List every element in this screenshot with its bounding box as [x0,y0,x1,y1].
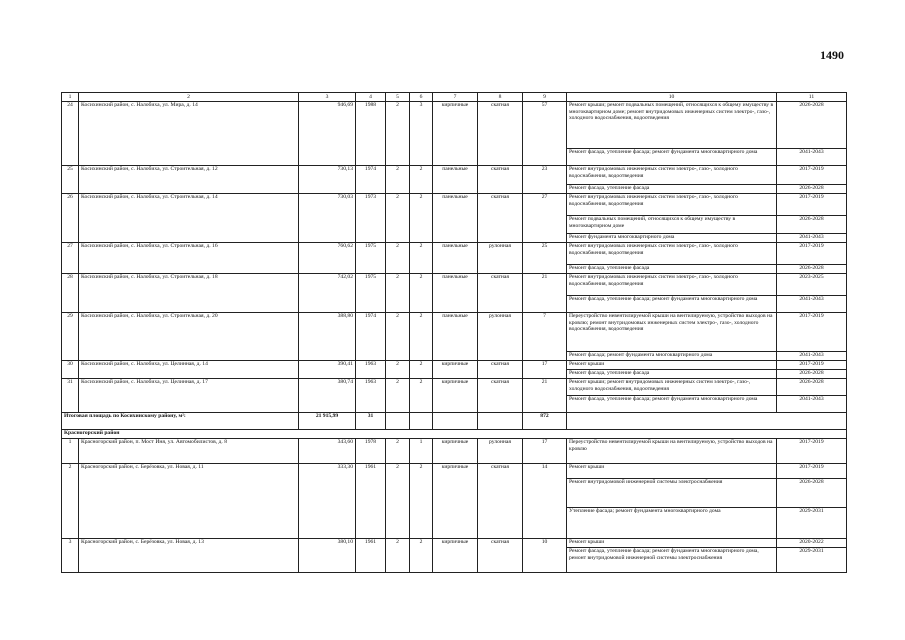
area-cell: 760,62 [299,243,356,274]
address-cell: Косихинский район, с. Налобиха, ул. Строительная, д. 18 [79,274,299,313]
column-number: 7 [433,93,478,102]
empty-cell [386,413,410,430]
total-row [62,413,847,430]
floors-cell: 2 [386,166,410,194]
wall-material-cell: панельные [433,313,478,361]
roof-type-cell: скатная [478,464,523,539]
table-row [62,243,847,265]
empty-cell [567,413,847,430]
work-period-cell: 2041-2043 [777,296,847,313]
work-period-cell: 2026-2028 [777,370,847,379]
row-number: 26 [62,194,79,243]
area-cell: 380,74 [299,379,356,413]
page-number: 1490 [820,48,844,62]
entrances-cell: 2 [410,166,433,194]
work-period-cell: 2017-2019 [777,243,847,265]
column-number-row [62,93,847,102]
residents-cell: 17 [523,361,567,379]
floors-cell: 2 [386,274,410,313]
entrances-cell: 2 [410,539,433,573]
empty-cell [410,413,433,430]
work-period-cell: 2041-2043 [777,352,847,361]
residents-cell: 17 [523,439,567,464]
year-cell: 1974 [356,166,386,194]
total-residents: 872 [523,413,567,430]
floors-cell: 2 [386,243,410,274]
work-period-cell: 2026-2028 [777,379,847,396]
floors-cell: 2 [386,464,410,539]
area-cell: 730,13 [299,166,356,194]
row-number: 2 [62,464,79,539]
work-period-cell: 2026-2028 [777,185,847,194]
residents-cell: 14 [523,464,567,539]
table-row [62,166,847,185]
wall-material-cell: кирпичные [433,539,478,573]
year-cell: 1963 [356,361,386,379]
work-description-cell: Ремонт фасада, утепление фасада [567,370,777,379]
roof-type-cell: скатная [478,379,523,413]
region-title: Красногорский район [62,430,847,439]
area-cell: 742,02 [299,274,356,313]
row-number: 25 [62,166,79,194]
roof-type-cell: скатная [478,194,523,243]
year-cell: 1961 [356,539,386,573]
work-period-cell: 2017-2019 [777,361,847,370]
area-cell: 946,69 [299,102,356,166]
work-period-cell: 2023-2025 [777,274,847,296]
address-cell: Косихинский район, с. Налобиха, ул. Строительная, д. 12 [79,166,299,194]
work-period-cell: 2017-2019 [777,464,847,479]
address-cell: Косихинский район, с. Налобиха, ул. Строительная, д. 14 [79,194,299,243]
year-cell: 1978 [356,439,386,464]
area-cell: 343,60 [299,439,356,464]
work-description-cell: Ремонт крыши; ремонт внутридомовых инженерных систем электро-, газо-, холодного водоснабжения, водоотведения [567,379,777,396]
work-description-cell: Ремонт фасада, утепление фасада [567,185,777,194]
work-description-cell: Ремонт фасада, утепление фасада; ремонт фундамента многоквартирного дома, ремонт внутридомовой инженерной системы электроснабжения [567,548,777,573]
address-cell: Косихинский район, с. Налобиха, ул. Целинная, д. 17 [79,379,299,413]
column-number: 3 [299,93,356,102]
roof-type-cell: рулонная [478,313,523,361]
wall-material-cell: кирпичные [433,361,478,379]
work-period-cell: 2026-2028 [777,102,847,149]
year-cell: 1963 [356,379,386,413]
residents-cell: 7 [523,313,567,361]
floors-cell: 2 [386,539,410,573]
housing-repair-table [61,92,847,573]
row-number: 1 [62,439,79,464]
address-cell: Косихинский район, с. Налобиха, ул. Строительная, д. 20 [79,313,299,361]
table-row [62,464,847,479]
year-cell: 1975 [356,243,386,274]
year-cell: 1973 [356,194,386,243]
address-cell: Красногорский район, п. Мост Иня, ул. Автомобилистов, д. 8 [79,439,299,464]
wall-material-cell: кирпичные [433,439,478,464]
row-number: 24 [62,102,79,166]
work-period-cell: 2029-2031 [777,508,847,539]
table-row [62,102,847,149]
column-number: 6 [410,93,433,102]
work-description-cell: Ремонт фасада; ремонт фундамента многоквартирного дома [567,352,777,361]
table-row [62,539,847,548]
column-number: 2 [79,93,299,102]
address-cell: Красногорский район, с. Берёзовка, ул. Новая, д. 13 [79,539,299,573]
roof-type-cell: скатная [478,102,523,166]
floors-cell: 2 [386,194,410,243]
work-period-cell: 2017-2019 [777,166,847,185]
residents-cell: 57 [523,102,567,166]
residents-cell: 27 [523,194,567,243]
row-number: 28 [62,274,79,313]
residents-cell: 25 [523,243,567,274]
column-number: 1 [62,93,79,102]
entrances-cell: 2 [410,313,433,361]
address-cell: Красногорский район, с. Берёзовка, ул. Новая, д. 11 [79,464,299,539]
residents-cell: 10 [523,539,567,573]
work-description-cell: Ремонт фасада, утепление фасада; ремонт фундамента многоквартирного дома [567,296,777,313]
total-label: Итоговая площадь по Косихинскому району, м²: [62,413,299,430]
floors-cell: 2 [386,361,410,379]
work-description-cell: Ремонт крыши [567,464,777,479]
entrances-cell: 3 [410,102,433,166]
work-description-cell: Ремонт крыши [567,539,777,548]
table-row [62,379,847,396]
work-period-cell: 2017-2019 [777,439,847,464]
table-row [62,361,847,370]
row-number: 27 [62,243,79,274]
column-number: 4 [356,93,386,102]
wall-material-cell: кирпичные [433,379,478,413]
area-cell: 380,10 [299,539,356,573]
entrances-cell: 2 [410,274,433,313]
roof-type-cell: скатная [478,274,523,313]
address-cell: Косихинский район, с. Налобиха, ул. Строительная, д. 16 [79,243,299,274]
floors-cell: 2 [386,379,410,413]
work-description-cell: Ремонт подвальных помещений, относящихся к общему имуществу в многоквартирном доме [567,216,777,234]
entrances-cell: 2 [410,379,433,413]
year-cell: 1988 [356,102,386,166]
work-period-cell: 2029-2031 [777,548,847,573]
work-description-cell: Ремонт фасада, утепление фасада; ремонт фундамента многоквартирного дома [567,149,777,166]
work-period-cell: 2026-2028 [777,216,847,234]
work-description-cell: Ремонт фасада, утепление фасада [567,265,777,274]
work-description-cell: Ремонт внутридомовых инженерных систем электро-, газо-, холодного водоснабжения, водоотведения [567,166,777,185]
year-cell: 1974 [356,313,386,361]
floors-cell: 2 [386,313,410,361]
floors-cell: 2 [386,102,410,166]
column-number: 8 [478,93,523,102]
row-number: 3 [62,539,79,573]
roof-type-cell: рулонная [478,439,523,464]
work-description-cell: Ремонт фундамента многоквартирного дома [567,234,777,243]
column-number: 5 [386,93,410,102]
wall-material-cell: панельные [433,194,478,243]
work-period-cell: 2026-2028 [777,265,847,274]
work-description-cell: Ремонт крыши [567,361,777,370]
entrances-cell: 2 [410,194,433,243]
roof-type-cell: скатная [478,539,523,573]
row-number: 30 [62,361,79,379]
residents-cell: 23 [523,166,567,194]
wall-material-cell: кирпичные [433,464,478,539]
empty-cell [433,413,478,430]
row-number: 29 [62,313,79,361]
wall-material-cell: панельные [433,243,478,274]
work-period-cell: 2041-2043 [777,396,847,413]
residents-cell: 21 [523,274,567,313]
year-cell: 1975 [356,274,386,313]
year-cell: 1961 [356,464,386,539]
address-cell: Косихинский район, с. Налобиха, ул. Целинная, д. 14 [79,361,299,379]
roof-type-cell: скатная [478,166,523,194]
row-number: 31 [62,379,79,413]
work-period-cell: 2017-2019 [777,313,847,352]
work-description-cell: Утепление фасада; ремонт фундамента многоквартирного дома [567,508,777,539]
floors-cell: 2 [386,439,410,464]
entrances-cell: 2 [410,243,433,274]
area-cell: 333,30 [299,464,356,539]
work-description-cell: Ремонт крыши; ремонт подвальных помещений, относящихся к общему имуществу в многоквартирном доме; ремонт внутридомовых инженерных систем электро-, газо-, холодного водоснабжения, водоотведения [567,102,777,149]
work-period-cell: 2026-2028 [777,479,847,508]
table-row [62,439,847,464]
wall-material-cell: панельные [433,166,478,194]
address-cell: Косихинский район, с. Налобиха, ул. Мира, д. 14 [79,102,299,166]
wall-material-cell: панельные [433,274,478,313]
entrances-cell: 2 [410,464,433,539]
work-period-cell: 2041-2043 [777,149,847,166]
empty-cell [478,413,523,430]
work-description-cell: Переустройство невентилируемой крыши на вентилируемую, устройство выходов на кровлю [567,439,777,464]
work-description-cell: Ремонт фасада, утепление фасада; ремонт фундамента многоквартирного дома [567,396,777,413]
column-number: 9 [523,93,567,102]
area-cell: 730,03 [299,194,356,243]
work-description-cell: Ремонт внутридомовых инженерных систем электро-, газо-, холодного водоснабжения, водоотведения [567,274,777,296]
work-description-cell: Переустройство невентилируемой крыши на вентилируемую, устройство выходов на кровлю; ремонт внутридомовых инженерных систем электро-, газо-, холодного водоснабжения, водоотведения [567,313,777,352]
work-period-cell: 2017-2019 [777,194,847,216]
work-description-cell: Ремонт внутридомовых инженерных систем электро-, газо-, холодного водоснабжения, водоотведения [567,243,777,265]
total-houses: 31 [356,413,386,430]
table-row [62,194,847,216]
work-description-cell: Ремонт внутридомовых инженерных систем электро-, газо-, холодного водоснабжения, водоотведения [567,194,777,216]
work-period-cell: 2020-2022 [777,539,847,548]
entrances-cell: 2 [410,361,433,379]
work-description-cell: Ремонт внутридомовой инженерной системы электроснабжения [567,479,777,508]
total-area: 21 915,99 [299,413,356,430]
entrances-cell: 1 [410,439,433,464]
column-number: 11 [777,93,847,102]
work-period-cell: 2041-2043 [777,234,847,243]
region-row [62,430,847,439]
column-number: 10 [567,93,777,102]
table-row [62,274,847,296]
roof-type-cell: скатная [478,361,523,379]
table-row [62,313,847,352]
area-cell: 390,41 [299,361,356,379]
area-cell: 388,80 [299,313,356,361]
roof-type-cell: рулонная [478,243,523,274]
wall-material-cell: кирпичные [433,102,478,166]
residents-cell: 21 [523,379,567,413]
